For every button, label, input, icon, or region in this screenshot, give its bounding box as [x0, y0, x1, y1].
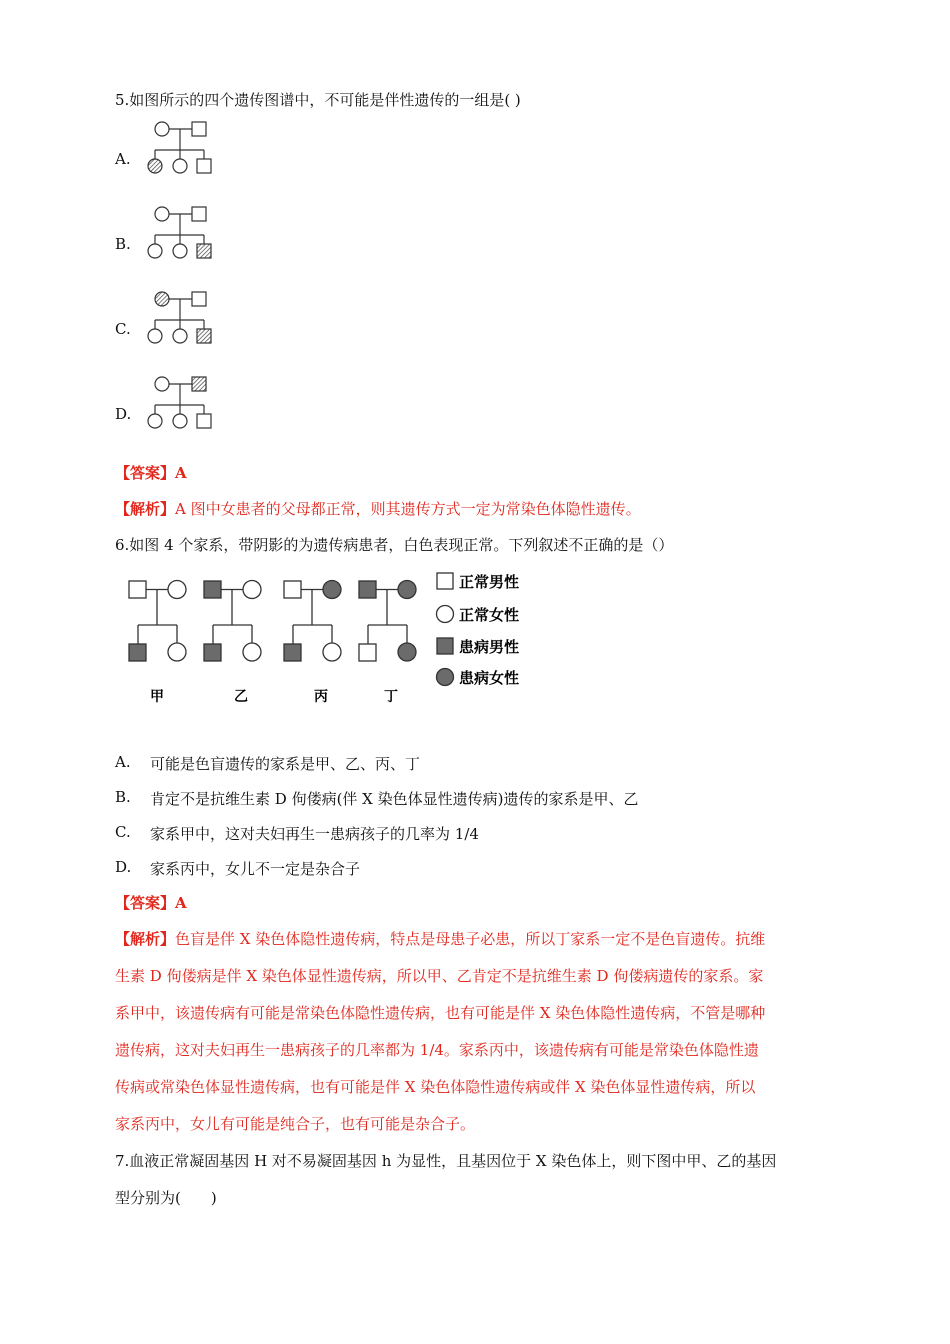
legend-affected-female: 患病女性 [459, 669, 520, 687]
family-label-ding: 丁 [384, 689, 398, 705]
q6-answer: 【答案】A [115, 894, 187, 912]
q5-analysis: 【解析】A 图中女患者的父母都正常，则其遗传方式一定为常染色体隐性遗传。 [115, 500, 641, 518]
q6-analysis-line-2: 生素 D 佝偻病是伴 X 染色体显性遗传病，所以甲、乙肯定不是抗维生素 D 佝偻病遗传的家系。家 [115, 967, 764, 985]
pedigree-c [140, 288, 220, 350]
q6-option-c-label: C. [115, 823, 131, 841]
q5-option-b-label: B. [115, 235, 131, 253]
family-label-yi: 乙 [234, 689, 248, 705]
q6-pedigree-figure [120, 565, 540, 715]
q6-analysis-line-1: 【解析】色盲是伴 X 染色体隐性遗传病，特点是母患子必患，所以丁家系一定不是色盲遗传。抗维 [115, 930, 766, 948]
legend-affected-male: 患病男性 [459, 638, 520, 656]
q7-stem-line-1: 7.血液正常凝固基因 H 对不易凝固基因 h 为显性，且基因位于 X 染色体上，则下图中甲、乙的基因 [115, 1152, 777, 1170]
q5-answer: 【答案】A [115, 464, 187, 482]
q6-option-d-text: 家系丙中，女儿不一定是杂合子 [150, 860, 361, 878]
q7-stem-line-2: 型分别为( ) [115, 1189, 217, 1207]
pedigree-d [140, 373, 220, 435]
family-label-jia: 甲 [150, 689, 164, 705]
q6-analysis-line-4: 遗传病，这对夫妇再生一患病孩子的几率都为 1/4。家系丙中，该遗传病有可能是常染色体隐性遗 [115, 1041, 759, 1059]
legend-normal-female: 正常女性 [459, 606, 520, 624]
q6-stem: 6.如图 4 个家系，带阴影的为遗传病患者，白色表现正常。下列叙述不正确的是（） [115, 536, 674, 554]
pedigree-a [140, 118, 220, 180]
q6-analysis-line-5: 传病或常染色体显性遗传病，也有可能是伴 X 染色体隐性遗传病或伴 X 染色体显性遗传病，所以 [115, 1078, 756, 1096]
q6-option-b-label: B. [115, 788, 131, 806]
q6-analysis-line-3: 系甲中，该遗传病有可能是常染色体隐性遗传病，也有可能是伴 X 染色体隐性遗传病，不管是哪种 [115, 1004, 766, 1022]
q5-option-c-label: C. [115, 320, 131, 338]
q6-option-c-text: 家系甲中，这对夫妇再生一患病孩子的几率为 1/4 [150, 825, 479, 843]
q6-option-d-label: D. [115, 858, 132, 876]
q5-option-a-label: A. [115, 150, 131, 168]
q5-stem: 5.如图所示的四个遗传图谱中，不可能是伴性遗传的一组是( ) [115, 91, 521, 109]
pedigree-b [140, 203, 220, 265]
family-label-bing: 丙 [314, 689, 328, 705]
q6-option-b-text: 肯定不是抗维生素 D 佝偻病(伴 X 染色体显性遗传病)遗传的家系是甲、乙 [150, 790, 639, 808]
q6-option-a-label: A. [115, 753, 131, 771]
q5-option-d-label: D. [115, 405, 132, 423]
legend-normal-male: 正常男性 [459, 573, 520, 591]
q6-option-a-text: 可能是色盲遗传的家系是甲、乙、丙、丁 [150, 755, 421, 773]
q6-analysis-line-6: 家系丙中，女儿有可能是纯合子，也有可能是杂合子。 [115, 1115, 476, 1133]
